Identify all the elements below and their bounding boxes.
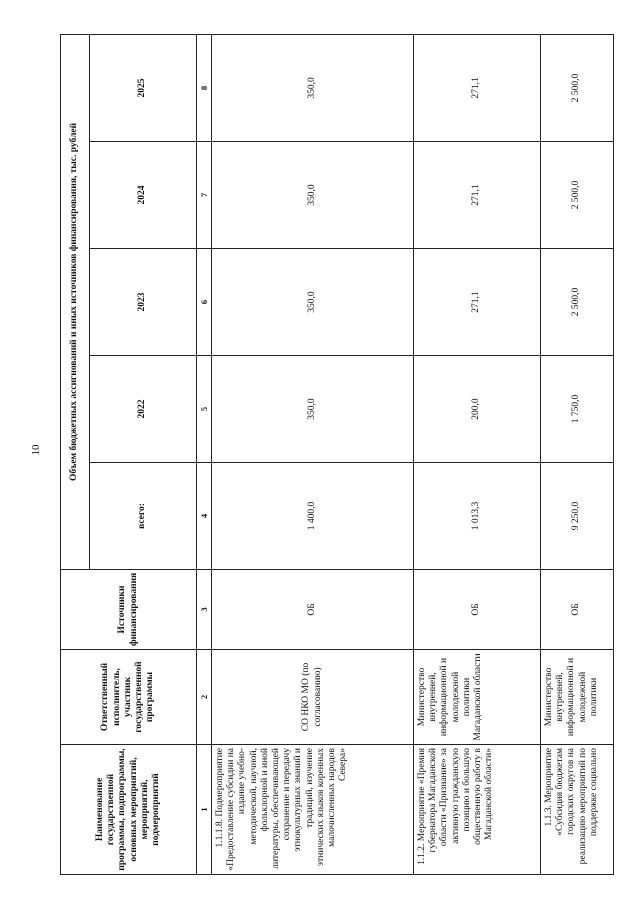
row-2022: 1 750,0 [541, 356, 614, 463]
budget-table [60, 34, 614, 875]
header-executor: Ответственный исполнитель, участник государственной программы [61, 650, 197, 745]
column-number-row [197, 34, 212, 874]
row-2025: 271,1 [414, 34, 541, 141]
page-number: 10 [30, 444, 42, 456]
header-name: Наименование государственной программы, подпрограммы, основных мероприятий, мероприятий, подмероприятий [61, 745, 197, 875]
row-executor: СО НКО МО (по согласованию) [212, 650, 414, 745]
header-source: Источники финансирования [61, 570, 197, 650]
row-name: 1.1.3. Мероприятие «Субсидия бюджетам городских округов на реализацию мероприятий по поддержке социально [541, 745, 614, 875]
row-2023: 2 500,0 [541, 249, 614, 356]
row-total: 1 400,0 [212, 463, 414, 570]
row-2024: 350,0 [212, 142, 414, 249]
column-number: 7 [197, 142, 212, 249]
table-row [212, 34, 414, 874]
budget-table-container [60, 35, 599, 875]
column-number: 4 [197, 463, 212, 570]
row-name: 1.1.2. Мероприятие «Премия губернатора Магаданской области «Признание» за активную гражданскую позицию и большую общественную работу в Магаданской области» [414, 745, 541, 875]
column-number: 3 [197, 570, 212, 650]
row-total: 9 250,0 [541, 463, 614, 570]
row-2022: 200,0 [414, 356, 541, 463]
row-2023: 350,0 [212, 249, 414, 356]
header-year-2022: 2022 [90, 356, 197, 463]
column-number: 6 [197, 249, 212, 356]
table-row [414, 34, 541, 874]
column-number: 8 [197, 34, 212, 141]
header-volume: Объем бюджетных ассигнований и иных источников финансирования, тыс. рублей [61, 34, 90, 569]
row-executor: Министерство внутренней, информационной и молодежной политики [541, 650, 614, 745]
row-source: ОБ [212, 570, 414, 650]
column-number: 1 [197, 745, 212, 875]
row-executor: Министерство внутренней, информационной и молодежной политики Магаданской области [414, 650, 541, 745]
row-2023: 271,1 [414, 249, 541, 356]
table-row [541, 34, 614, 874]
row-source: ОБ [414, 570, 541, 650]
row-2022: 350,0 [212, 356, 414, 463]
row-source: ОБ [541, 570, 614, 650]
header-year-2025: 2025 [90, 34, 197, 141]
row-name: 1.1.1.8. Подмероприятие «Предоставление субсидии на издание учебно-методической, научной, фольклорной и иной литературы, обеспечивающей сохранение и передачу этнокультурных знаний и традиций, изучение этнических языков коренных малочисленных народов Севера» [212, 745, 414, 875]
row-total: 1 013,3 [414, 463, 541, 570]
column-number: 5 [197, 356, 212, 463]
header-total: всего: [90, 463, 197, 570]
header-year-2024: 2024 [90, 142, 197, 249]
row-2024: 271,1 [414, 142, 541, 249]
column-number: 2 [197, 650, 212, 745]
row-2024: 2 500,0 [541, 142, 614, 249]
row-2025: 2 500,0 [541, 34, 614, 141]
header-year-2023: 2023 [90, 249, 197, 356]
row-2025: 350,0 [212, 34, 414, 141]
